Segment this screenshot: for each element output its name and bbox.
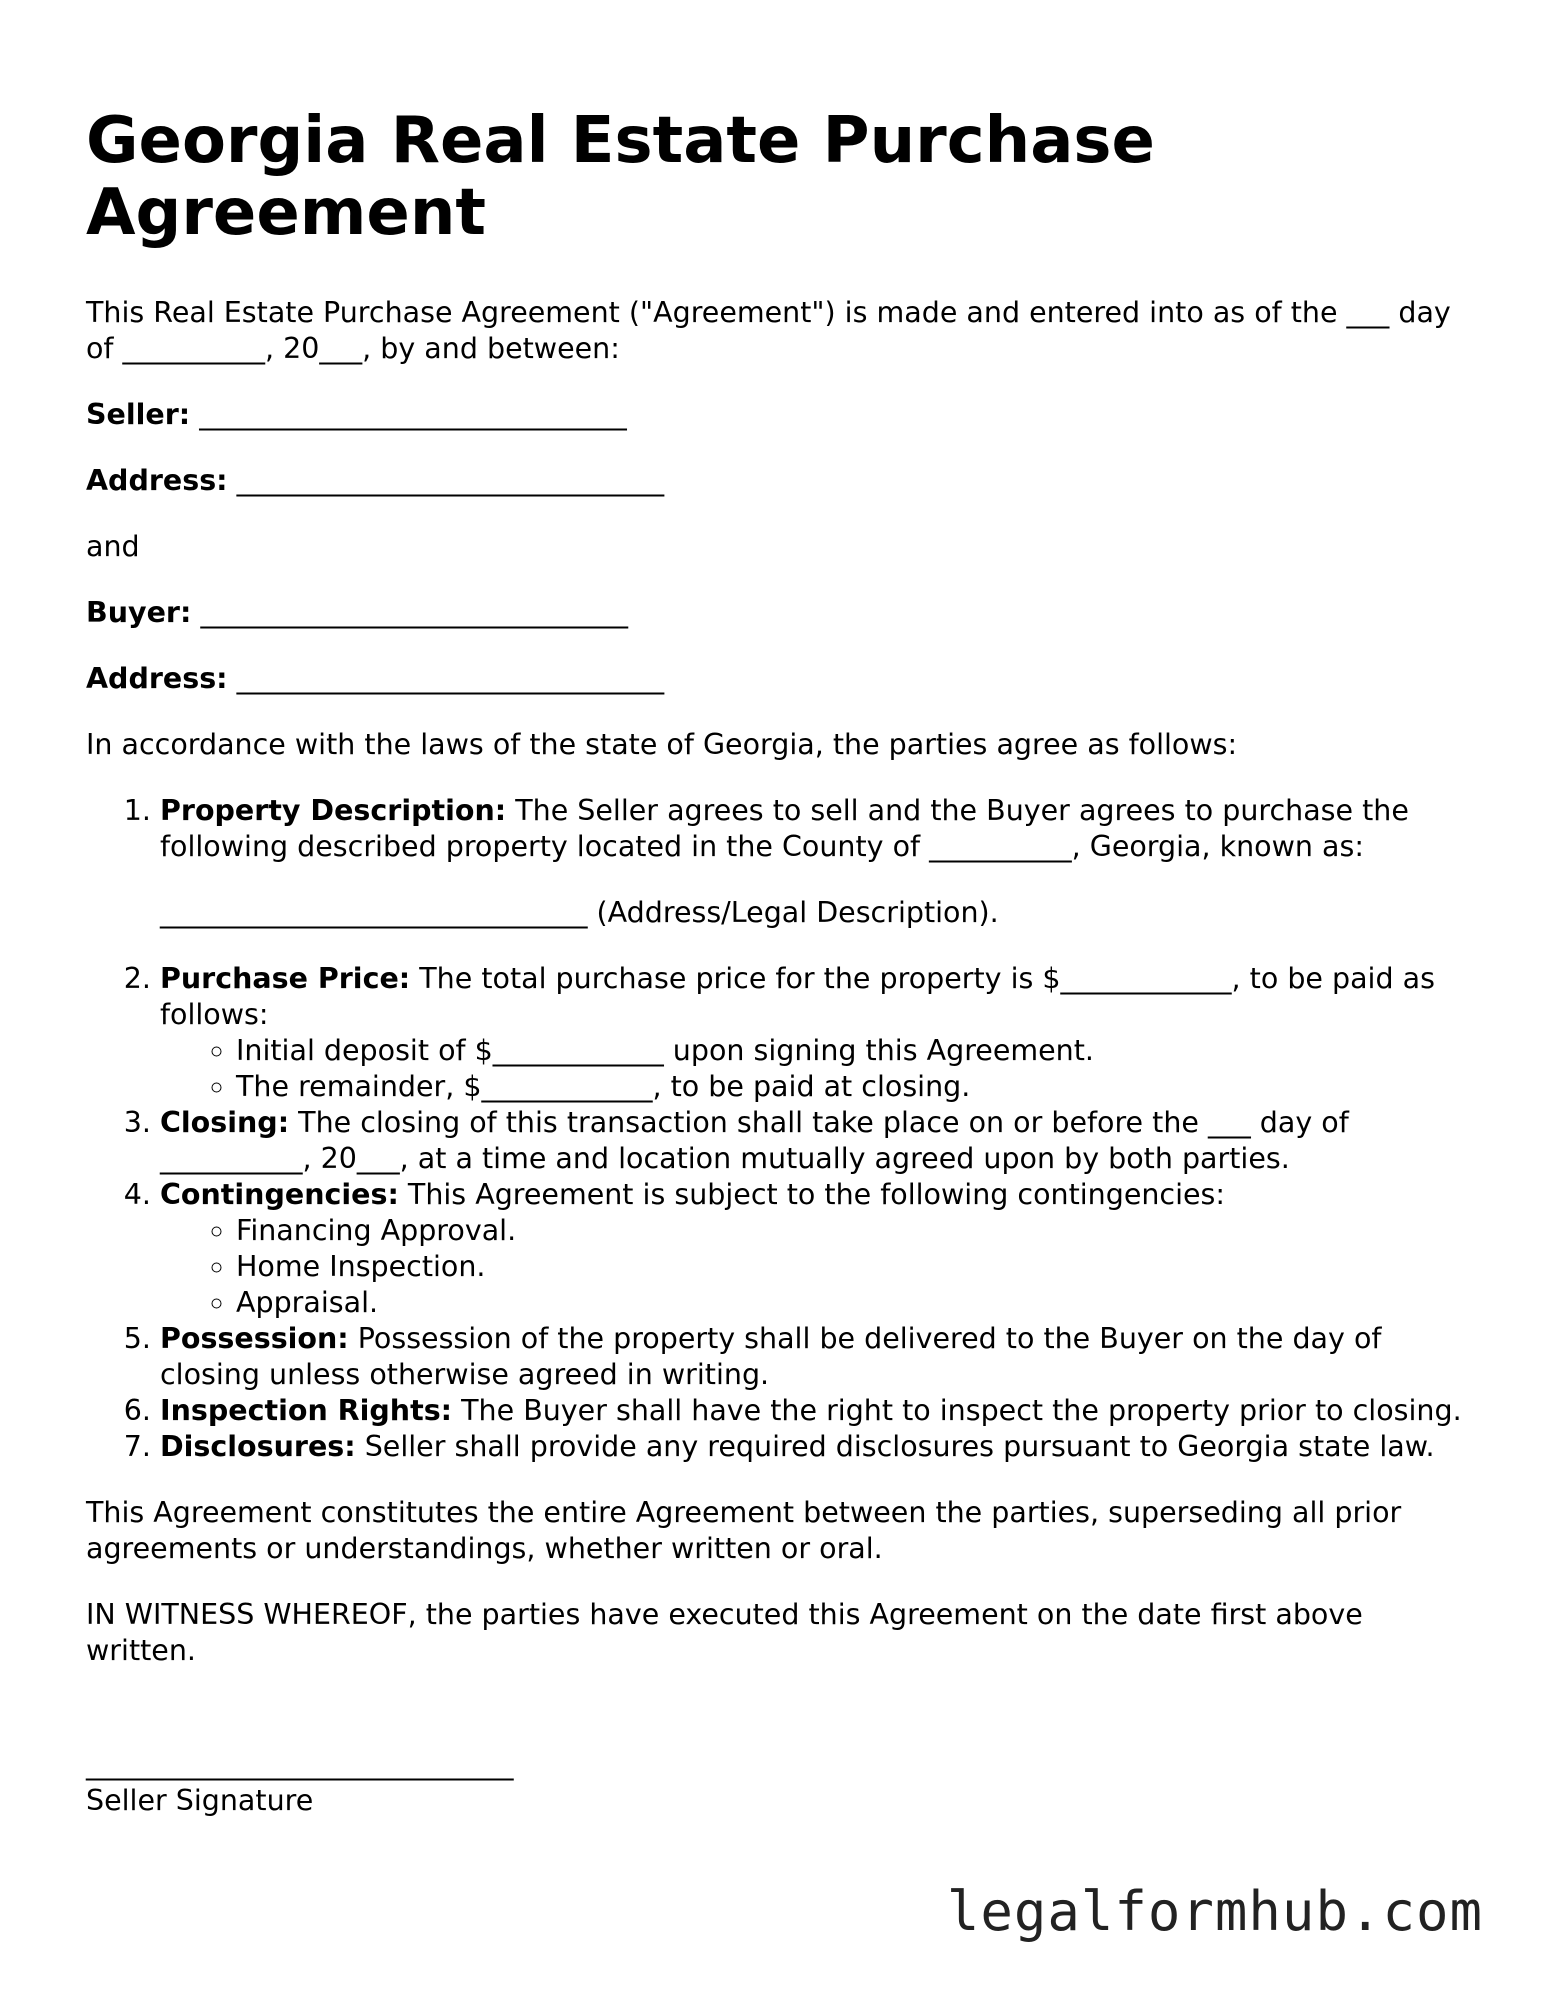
buyer-blank: ______________________________ [200, 596, 628, 629]
and-text: and [86, 530, 140, 563]
document-page [86, 105, 1466, 1819]
document-title: Georgia Real Estate Purchase Agreement [86, 104, 1155, 250]
entire-agreement-paragraph: This Agreement constitutes the entire Agreement between the parties, superseding all prior agreements or understandings, whether written or oral. [86, 1496, 1402, 1565]
term-property-description [160, 793, 1466, 931]
payment-list [160, 1033, 1466, 1105]
contingency-item: ◦ Appraisal. [236, 1285, 1466, 1321]
term-disclosures [160, 1429, 1466, 1465]
term-inspection-rights [160, 1393, 1466, 1429]
buyer-address-line [86, 661, 1466, 697]
buyer-line [86, 595, 1466, 631]
term-text: Seller shall provide any required disclosures pursuant to Georgia state law. [364, 1430, 1435, 1463]
payment-item: ◦ Initial deposit of $____________ upon signing this Agreement. [236, 1033, 1466, 1069]
seller-address-blank: ______________________________ [236, 464, 665, 497]
term-text: The Seller agrees to sell and the Buyer agrees to purchase the following described property located in the County of __________, Georgia, known as: [160, 794, 1409, 863]
term-label: Closing: [160, 1106, 290, 1139]
term-closing [160, 1105, 1466, 1177]
seller-signature-label: Seller Signature [86, 1784, 314, 1817]
term-label: Inspection Rights: [160, 1394, 453, 1427]
buyer-address-blank: ______________________________ [236, 662, 665, 695]
term-label: Possession: [160, 1322, 349, 1355]
seller-signature-line: ______________________________ [86, 1748, 514, 1781]
term-text: The Buyer shall have the right to inspect the property prior to closing. [461, 1394, 1462, 1427]
seller-line [86, 397, 1466, 433]
intro-paragraph: This Real Estate Purchase Agreement ("Agreement") is made and entered into as of the ___ day of __________, 20___, by and between: [86, 296, 1451, 365]
term-text: This Agreement is subject to the following contingencies: [407, 1178, 1225, 1211]
term-purchase-price [160, 961, 1466, 1105]
term-text: Possession of the property shall be delivered to the Buyer on the day of closing unless otherwise agreed in writing. [160, 1322, 1382, 1391]
term-label: Property Description: [160, 794, 507, 827]
seller-address-line [86, 463, 1466, 499]
term-contingencies [160, 1177, 1466, 1321]
terms-list [86, 793, 1466, 1465]
term-text: The total purchase price for the property is $____________, to be paid as follows: [160, 962, 1435, 1031]
contingency-item: ◦ Home Inspection. [236, 1249, 1466, 1285]
buyer-label: Buyer: [86, 596, 192, 629]
payment-item: ◦ The remainder, $____________, to be paid at closing. [236, 1069, 1466, 1105]
seller-signature-block [86, 1747, 1466, 1819]
contingency-list [160, 1213, 1466, 1321]
seller-address-label: Address: [86, 464, 228, 497]
term-label: Contingencies: [160, 1178, 399, 1211]
buyer-address-label: Address: [86, 662, 228, 695]
watermark-logo: legalformhub.com [946, 1880, 1483, 1943]
accordance-paragraph: In accordance with the laws of the state of Georgia, the parties agree as follows: [86, 728, 1238, 761]
term-label: Disclosures: [160, 1430, 356, 1463]
term-label: Purchase Price: [160, 962, 411, 995]
property-address-line: ______________________________ (Address/Legal Description). [160, 896, 999, 929]
seller-blank: ______________________________ [199, 398, 627, 431]
seller-label: Seller: [86, 398, 191, 431]
witness-paragraph: IN WITNESS WHEREOF, the parties have executed this Agreement on the date first above written. [86, 1598, 1363, 1667]
term-text: The closing of this transaction shall take place on or before the ___ day of __________, 20___, at a time and location mutually agreed upon by both parties. [160, 1106, 1349, 1175]
contingency-item: ◦ Financing Approval. [236, 1213, 1466, 1249]
term-possession [160, 1321, 1466, 1393]
